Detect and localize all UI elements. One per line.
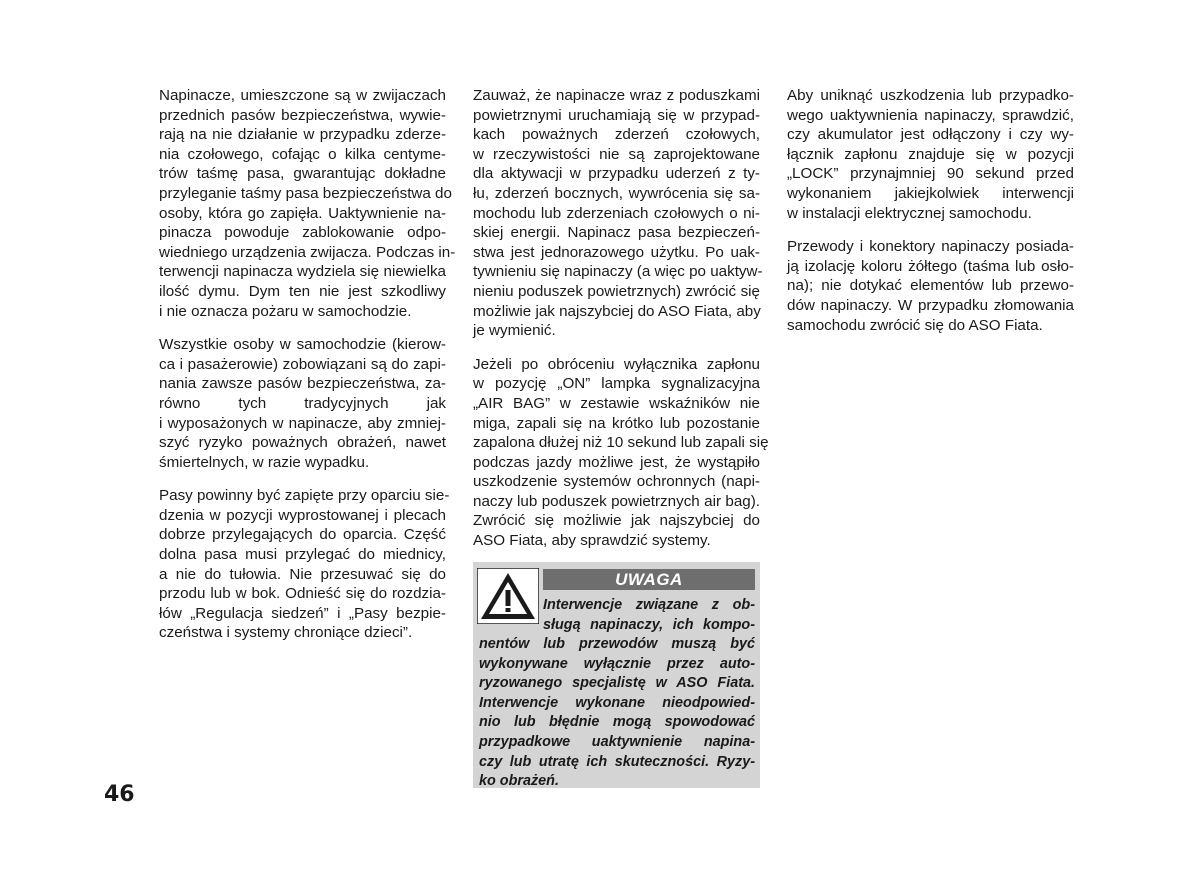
- text-line: ilość dymu. Dym ten nie jest szkodliwy: [159, 282, 446, 300]
- text-line: skiej energii. Napinacz pasa bezpieczeń-: [473, 224, 760, 242]
- text-line: wykonaniem jakiejkolwiek interwencji: [787, 184, 1074, 202]
- text-line: Napinacze, umieszczone są w zwijaczach: [159, 87, 446, 104]
- text-line: czeństwa i systemy chroniące dzieci”.: [159, 624, 413, 642]
- text-line: osoby, która go zapięła. Uaktywnienie na-: [159, 204, 446, 222]
- text-line: Jeżeli po obróceniu wyłącznika zapłonu: [473, 355, 760, 373]
- text-line: dzenia w pozycji wyprostowanej i plecach: [159, 506, 446, 524]
- text-line: nio lub błędnie mogą spowodować: [479, 714, 755, 731]
- text-line: ją izolację koloru żółtego (taśma lub osło-: [787, 257, 1074, 275]
- text-line: „LOCK” przynajmniej 90 sekund przed: [787, 165, 1074, 183]
- text-line: stwa jest jednorazowego użytku. Po uak-: [473, 243, 760, 261]
- warning-text-top: [543, 596, 755, 635]
- text-line: nia czołowego, cofając o kilka centyme-: [159, 145, 446, 163]
- text-line: łu, zderzeń bocznych, wywrócenia się sa-: [473, 184, 760, 202]
- text-line: wiedniego urządzenia zwijacza. Podczas in-: [159, 243, 456, 261]
- text-line: czy lub utratę ich skuteczności. Ryzy-: [479, 753, 755, 770]
- text-column-3: [787, 86, 1074, 349]
- text-line: na); nie dotykać elementów lub przewo-: [787, 277, 1074, 295]
- text-line: wego uaktywnienia napinaczy, sprawdzić,: [787, 106, 1074, 124]
- text-line: czy akumulator jest odłączony i czy wy-: [787, 126, 1074, 144]
- paragraph: [787, 86, 1074, 223]
- text-line: tywnieniu się napinaczy (a więc po uaktyw-: [473, 263, 763, 281]
- text-line: dolna pasa musi przylegać do miednicy,: [159, 546, 446, 564]
- text-line: naczy lub poduszek powietrznych air bag).: [473, 492, 760, 510]
- text-line: nieniu poduszek powietrznych) zwrócić się: [473, 282, 760, 300]
- text-line: samochodu zwrócić się do ASO Fiata.: [787, 316, 1043, 334]
- text-line: ASO Fiata, aby sprawdzić systemy.: [473, 532, 711, 550]
- text-line: Interwencje związane z ob-: [543, 597, 755, 613]
- text-line: pinacza powoduje zablokowanie odpo-: [159, 224, 446, 242]
- text-line: terwencji napinacza wydziela się niewielka: [159, 263, 446, 281]
- text-line: miga, zapali się na krótko lub pozostanie: [473, 414, 760, 432]
- warning-triangle-icon: [477, 568, 539, 624]
- paragraph: [473, 86, 763, 341]
- text-line: dla aktywacji w przypadku uderzeń z ty-: [473, 165, 760, 183]
- text-line: podczas jazdy możliwe jest, że wystąpiło: [473, 453, 760, 471]
- text-line: przyleganie taśmy pasa bezpieczeństwa do: [159, 184, 452, 202]
- text-line: przodu lub w bok. Odnieść się do rozdzia-: [159, 585, 446, 603]
- text-line: nania zawsze pasów bezpieczeństwa, za-: [159, 375, 446, 393]
- text-line: Wszystkie osoby w samochodzie (kierow-: [159, 336, 446, 354]
- text-line: kach poważnych zderzeń czołowych,: [473, 126, 760, 144]
- text-line: sługą napinaczy, ich kompo-: [543, 616, 755, 633]
- text-line: rają na nie działanie w przypadku zderze-: [159, 126, 446, 144]
- text-line: Interwencje wykonane nieodpowied-: [479, 694, 755, 711]
- text-line: Pasy powinny być zapięte przy oparciu sie-: [159, 487, 450, 505]
- text-column-1: [159, 86, 456, 657]
- text-line: Przewody i konektory napinaczy posiada-: [787, 238, 1074, 256]
- text-line: przednich pasów bezpieczeństwa, wywie-: [159, 106, 446, 124]
- text-line: równo tych tradycyjnych jak: [159, 394, 446, 412]
- text-line: Zwrócić się możliwie jak najszybciej do: [473, 512, 760, 530]
- text-line: a nie do tułowia. Nie przesuwać się do: [159, 565, 446, 583]
- text-line: łącznik zapłonu znajduje się w pozycji: [787, 145, 1074, 163]
- text-line: w instalacji elektrycznej samochodu.: [787, 204, 1032, 222]
- paragraph: [787, 237, 1074, 335]
- text-line: zapalona dłużej niż 10 sekund lub zapali się: [473, 434, 769, 452]
- text-line: mochodu lub zderzeniach czołowych o ni-: [473, 204, 760, 222]
- text-line: „AIR BAG” w zestawie wskaźników nie: [473, 394, 760, 412]
- paragraph: [473, 355, 769, 551]
- page-number: 46: [104, 782, 135, 807]
- text-line: ko obrażeń.: [479, 773, 559, 790]
- text-line: powietrznymi uruchamiają się w przypad-: [473, 106, 760, 124]
- warning-title: UWAGA: [543, 569, 755, 590]
- text-line: trów taśmę pasa, gwarantując dokładne: [159, 165, 446, 183]
- text-line: ca i pasażerowie) zobowiązani są do zapi-: [159, 355, 446, 373]
- text-line: w rzeczywistości nie są zaprojektowane: [473, 145, 760, 163]
- text-line: w pozycję „ON” lampka sygnalizacyjna: [473, 375, 760, 393]
- text-line: wykonywane wyłącznie przez auto-: [479, 655, 755, 672]
- text-line: i wyposażonych w napinacze, aby zmniej-: [159, 414, 446, 432]
- paragraph: [159, 486, 450, 643]
- text-line: szyć ryzyko poważnych obrażeń, nawet: [159, 434, 446, 452]
- text-line: uszkodzenie systemów ochronnych (napi-: [473, 473, 760, 491]
- text-line: przypadkowe uaktywnienie napina-: [479, 733, 755, 750]
- paragraph: [159, 86, 456, 321]
- text-line: śmiertelnych, w razie wypadku.: [159, 453, 370, 471]
- text-line: ryzowanego specjalistę w ASO Fiata.: [479, 675, 755, 692]
- text-line: możliwie jak najszybciej do ASO Fiata, aby: [473, 302, 761, 320]
- text-line: łów „Regulacja siedzeń” i „Pasy bezpie-: [159, 604, 446, 622]
- text-line: Aby uniknąć uszkodzenia lub przypadko-: [787, 87, 1074, 104]
- paragraph: [159, 335, 446, 472]
- text-column-2: [473, 86, 769, 565]
- text-line: nentów lub przewodów muszą być: [479, 636, 755, 652]
- warning-box: [473, 562, 760, 788]
- text-line: je wymienić.: [473, 322, 556, 340]
- text-line: i nie oznacza pożaru w samochodzie.: [159, 302, 412, 320]
- text-line: Zauważ, że napinacze wraz z poduszkami: [473, 87, 760, 104]
- warning-text-body: [479, 635, 755, 792]
- text-line: dów napinaczy. W przypadku złomowania: [787, 296, 1074, 314]
- text-line: dobrze przylegających do oparcia. Część: [159, 526, 446, 544]
